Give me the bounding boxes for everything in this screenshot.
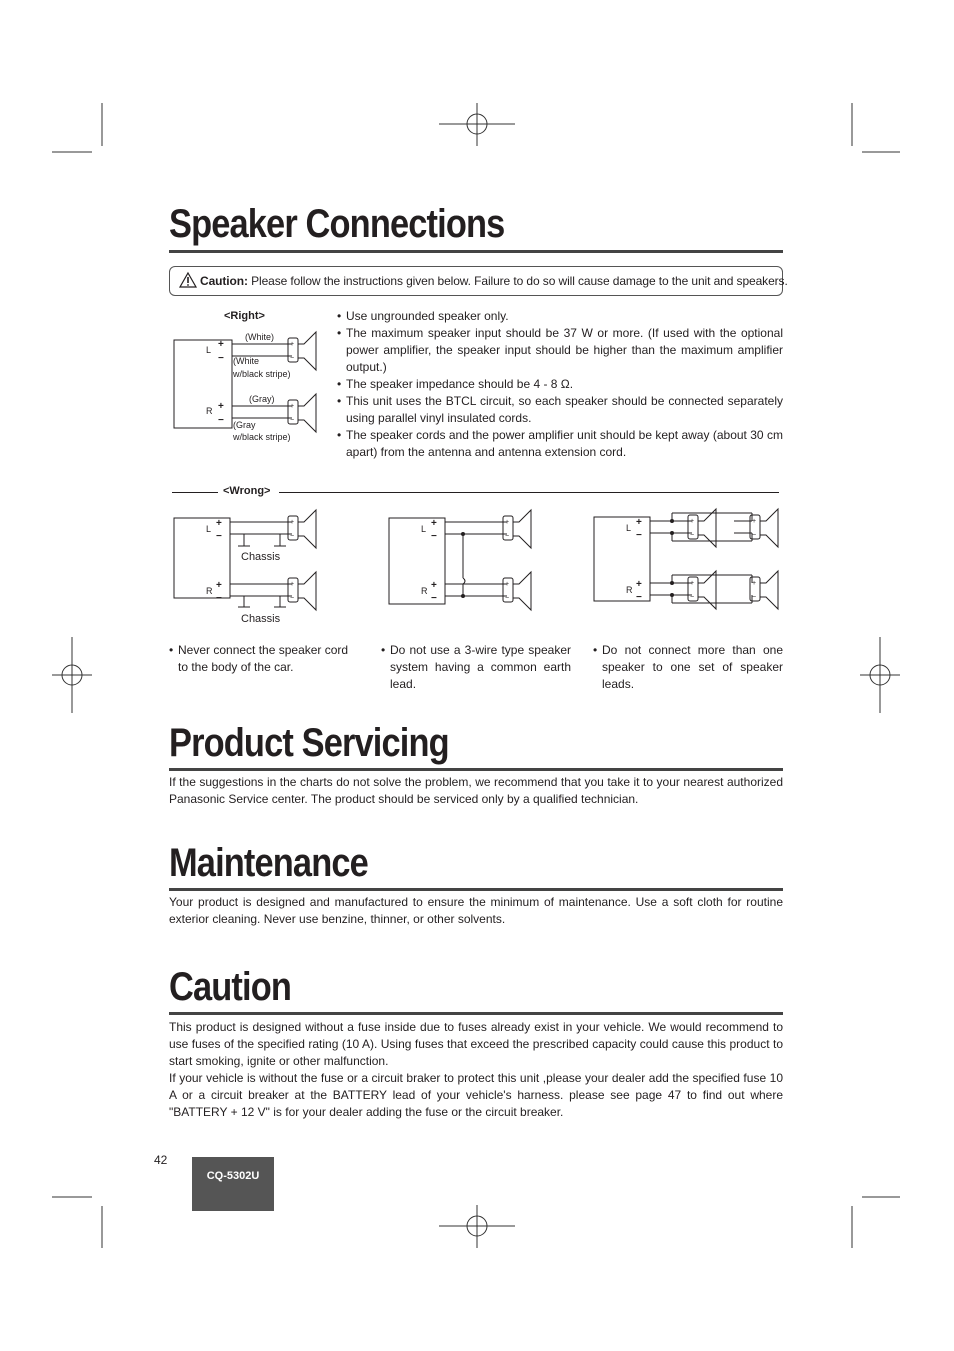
product-servicing-text: If the suggestions in the charts do not solve the problem, we recommend that you take it to your nearest authorized Panasonic Service center. The product should be serviced only by a qualified technician. <box>169 775 783 806</box>
svg-text:+: + <box>505 581 510 588</box>
channel-label-l: L <box>206 345 212 355</box>
warning-icon <box>179 272 197 288</box>
svg-text:−: − <box>290 533 295 540</box>
svg-text:−: − <box>218 353 224 364</box>
wire-label: w/black stripe) <box>233 369 291 379</box>
chassis-label: Chassis <box>241 613 281 625</box>
right-wiring-diagram <box>172 330 332 440</box>
svg-text:L: L <box>626 523 632 533</box>
model-badge: CQ-5302U <box>192 1157 274 1211</box>
svg-text:+: + <box>290 403 295 410</box>
svg-text:−: − <box>216 593 222 604</box>
svg-text:−: − <box>636 592 642 603</box>
bullet-item: • The maximum speaker input should be 37 W or more. (If used with the optional power amplifier, the speaker input should be higher than the maximum amplifier output.) <box>337 325 783 376</box>
caution-box <box>169 266 788 296</box>
svg-text:+: + <box>216 580 222 591</box>
bullet-item: • The speaker cords and the power amplifier unit should be kept away (about 30 cm apart) from the antenna and antenna extension cord. <box>337 427 783 461</box>
svg-text:−: − <box>752 532 757 539</box>
note-text: • Never connect the speaker cord to the body of the car. <box>169 642 359 676</box>
svg-text:−: − <box>218 415 224 426</box>
svg-text:−: − <box>290 595 295 602</box>
svg-text:−: − <box>431 593 437 604</box>
speaker-bullet-list <box>337 308 783 461</box>
wrong-diagram-multiple-speakers <box>592 505 792 609</box>
section-title-maintenance: Maintenance <box>169 841 368 885</box>
svg-text:+: + <box>290 519 295 526</box>
bullet-item: • This unit uses the BTCL circuit, so each speaker should be connected separately using parallel vinyl insulated cords. <box>337 393 783 427</box>
svg-text:L: L <box>206 524 212 534</box>
wrong-note-3 <box>593 642 783 693</box>
svg-text:+: + <box>290 341 295 348</box>
svg-text:−: − <box>290 355 295 362</box>
svg-text:+: + <box>431 580 437 591</box>
svg-text:+: + <box>690 580 695 587</box>
caution-paragraph-1: This product is designed without a fuse inside due to fuses already exist in your vehicle. We would recommend to use fuses of the specified rating (10 A). Using fuses that exceed the prescribed capacity could cause this product to start smoking, ignite or other malfunction. <box>169 1020 783 1068</box>
bullet-item: • The speaker impedance should be 4 - 8 Ω. <box>337 376 783 393</box>
svg-text:+: + <box>218 339 224 350</box>
bullet-item: • Use ungrounded speaker only. <box>337 308 783 325</box>
wrong-note-2 <box>381 642 571 693</box>
wire-label: (White <box>233 356 260 366</box>
svg-text:+: + <box>505 519 510 526</box>
svg-text:+: + <box>290 581 295 588</box>
wire-label: (Gray <box>233 420 256 430</box>
caution-label: Caution: <box>200 274 248 288</box>
wrong-divider-left <box>172 492 218 493</box>
svg-text:−: − <box>752 594 757 601</box>
maintenance-text: Your product is designed and manufactured to ensure the minimum of maintenance. Use a soft cloth for routine exterior cleaning. Never use benzine, thinner, or other solvents. <box>169 895 783 926</box>
wrong-diagram-common-earth <box>387 508 547 608</box>
chassis-label: Chassis <box>241 551 281 563</box>
svg-text:+: + <box>752 518 757 525</box>
title-rule <box>169 768 783 771</box>
svg-text:+: + <box>218 401 224 412</box>
caution-text: Please follow the instructions given below. Failure to do so will cause damage to the unit and speakers. <box>251 274 788 288</box>
svg-text:R: R <box>206 586 213 596</box>
svg-text:−: − <box>690 594 695 601</box>
svg-text:+: + <box>636 517 642 528</box>
note-text: • Do not connect more than one speaker to one set of speaker leads. <box>593 642 783 693</box>
title-rule <box>169 1012 783 1015</box>
wire-label: w/black stripe) <box>233 432 291 442</box>
svg-text:−: − <box>216 531 222 542</box>
svg-text:+: + <box>216 518 222 529</box>
svg-text:−: − <box>690 532 695 539</box>
svg-text:R: R <box>626 585 633 595</box>
svg-text:−: − <box>505 533 510 540</box>
svg-text:+: + <box>431 518 437 529</box>
wrong-note-1 <box>169 642 359 676</box>
title-rule <box>169 250 783 253</box>
svg-text:−: − <box>290 417 295 424</box>
channel-label-r: R <box>206 406 213 416</box>
svg-text:−: − <box>505 595 510 602</box>
wrong-diagram-label: <Wrong> <box>223 485 271 497</box>
title-rule <box>169 888 783 891</box>
svg-text:+: + <box>690 518 695 525</box>
page-number: 42 <box>154 1153 168 1167</box>
wire-label: (White) <box>245 332 274 342</box>
svg-text:−: − <box>431 531 437 542</box>
note-text: • Do not use a 3-wire type speaker system having a common earth lead. <box>381 642 571 693</box>
caution-paragraph-2: If your vehicle is without the fuse or a circuit braker to protect this unit ,please your dealer add the specified fuse 10 A or a circuit breaker at the BATTERY lead of your vehicle's harness. please see page 47 to find out where "BATTERY + 12 V" is for your dealer adding the fuse or the circuit breaker. <box>169 1071 783 1119</box>
svg-text:L: L <box>421 524 427 534</box>
svg-text:R: R <box>421 586 428 596</box>
svg-text:+: + <box>636 579 642 590</box>
section-title-caution: Caution <box>169 965 292 1009</box>
section-title-product-servicing: Product Servicing <box>169 721 449 765</box>
right-diagram-label: <Right> <box>224 310 265 322</box>
section-title-speaker-connections: Speaker Connections <box>169 202 505 246</box>
svg-text:+: + <box>752 580 757 587</box>
wrong-divider-right <box>279 492 779 493</box>
svg-text:−: − <box>636 530 642 541</box>
wire-label: (Gray) <box>249 394 275 404</box>
